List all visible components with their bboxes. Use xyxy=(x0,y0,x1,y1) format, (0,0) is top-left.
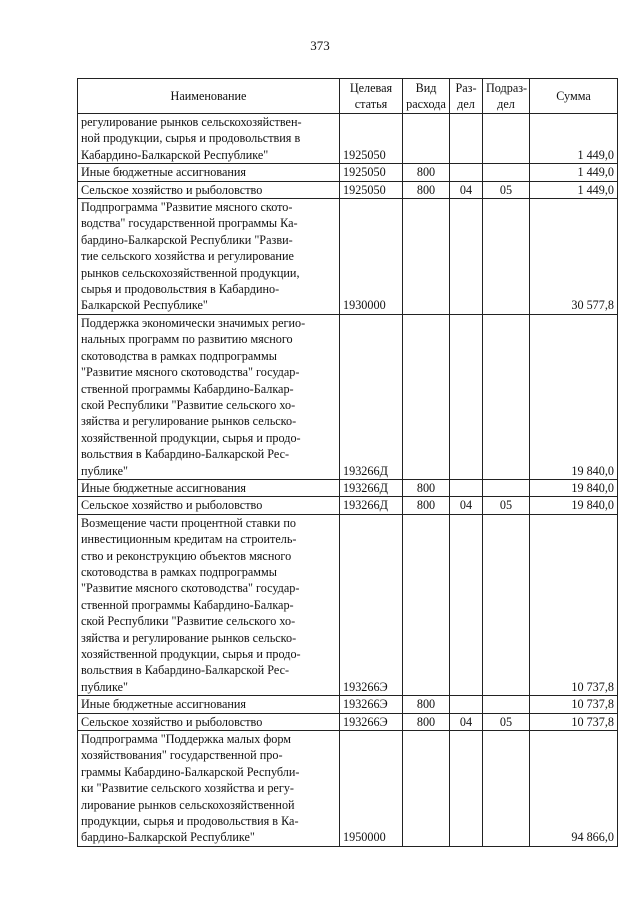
row-subsection: 05 xyxy=(483,181,530,198)
table-row xyxy=(78,514,618,695)
budget-table xyxy=(77,78,618,847)
row-target: 193266Д xyxy=(340,479,403,496)
header-section: Раз- дел xyxy=(450,79,483,114)
row-target: 1930000 xyxy=(340,199,403,315)
row-name: Подпрограмма "Поддержка малых форм хозяйствования" государственной про- граммы Кабардино-Балкарской Республи- ки "Развитие сельского хозяйства и регу- лирование рынков сельскохозяйственной продукции, сырья и продовольствия в Ка- бардино-Балкарской Республике" xyxy=(78,731,340,847)
row-sum: 19 840,0 xyxy=(530,314,618,479)
row-name: Поддержка экономически значимых регио- нальных программ по развитию мясного скотоводства в рамках подпрограммы "Развитие мясного скотоводства" государ- ственной программы Кабардино-Балкар- ской Республики "Развитие сельского хо- зяйства и регулирование рынков сельско- хозяйственной продукции, сырья и продо- вольствия в Кабардино-Балкарской Рес- публике" xyxy=(78,314,340,479)
row-name: Сельское хозяйство и рыболовство xyxy=(78,181,340,198)
row-sum: 10 737,8 xyxy=(530,713,618,730)
table-row xyxy=(78,497,618,514)
row-subsection xyxy=(483,514,530,695)
row-name: Иные бюджетные ассигнования xyxy=(78,164,340,181)
row-subsection xyxy=(483,696,530,713)
row-expense-type: 800 xyxy=(403,181,450,198)
row-sum: 10 737,8 xyxy=(530,696,618,713)
row-section xyxy=(450,479,483,496)
table-row xyxy=(78,696,618,713)
table-row xyxy=(78,199,618,315)
table-row xyxy=(78,479,618,496)
row-section: 04 xyxy=(450,713,483,730)
row-name: Иные бюджетные ассигнования xyxy=(78,696,340,713)
row-section: 04 xyxy=(450,497,483,514)
header-target: Целевая статья xyxy=(340,79,403,114)
table-row xyxy=(78,181,618,198)
header-expense-type: Вид расхода xyxy=(403,79,450,114)
row-name: регулирование рынков сельскохозяйствен- ной продукции, сырья и продовольствия в Кабардино-Балкарской Республике" xyxy=(78,114,340,164)
table-row xyxy=(78,164,618,181)
row-section xyxy=(450,164,483,181)
row-sum: 1 449,0 xyxy=(530,164,618,181)
row-sum: 19 840,0 xyxy=(530,497,618,514)
row-name: Подпрограмма "Развитие мясного ското- водства" государственной программы Ка- бардино-Балкарской Республики "Разви- тие сельского хозяйства и регулирование рынков сельскохозяйственной продукции, сырья и продовольствия в Кабардино- Балкарской Республике" xyxy=(78,199,340,315)
row-target: 193266Э xyxy=(340,514,403,695)
row-sum: 1 449,0 xyxy=(530,114,618,164)
row-sum: 94 866,0 xyxy=(530,731,618,847)
row-target: 193266Э xyxy=(340,713,403,730)
row-name: Сельское хозяйство и рыболовство xyxy=(78,497,340,514)
header-sum: Сумма xyxy=(530,79,618,114)
row-target: 193266Д xyxy=(340,314,403,479)
table-header-row xyxy=(78,79,618,114)
row-expense-type: 800 xyxy=(403,164,450,181)
row-target: 1925050 xyxy=(340,164,403,181)
row-section xyxy=(450,199,483,315)
row-subsection xyxy=(483,731,530,847)
row-expense-type xyxy=(403,114,450,164)
row-section xyxy=(450,114,483,164)
row-subsection: 05 xyxy=(483,497,530,514)
table-row xyxy=(78,731,618,847)
table-row xyxy=(78,114,618,164)
row-name: Сельское хозяйство и рыболовство xyxy=(78,713,340,730)
row-target: 193266Э xyxy=(340,696,403,713)
row-sum: 1 449,0 xyxy=(530,181,618,198)
table-row xyxy=(78,314,618,479)
row-sum: 30 577,8 xyxy=(530,199,618,315)
table-body xyxy=(78,114,618,847)
row-section xyxy=(450,514,483,695)
row-target: 1950000 xyxy=(340,731,403,847)
row-target: 1925050 xyxy=(340,181,403,198)
row-expense-type: 800 xyxy=(403,713,450,730)
row-expense-type xyxy=(403,731,450,847)
row-expense-type xyxy=(403,514,450,695)
header-subsection: Подраз- дел xyxy=(483,79,530,114)
row-section: 04 xyxy=(450,181,483,198)
row-sum: 19 840,0 xyxy=(530,479,618,496)
row-expense-type xyxy=(403,199,450,315)
row-section xyxy=(450,696,483,713)
row-section xyxy=(450,731,483,847)
row-target: 193266Д xyxy=(340,497,403,514)
row-subsection xyxy=(483,314,530,479)
row-target: 1925050 xyxy=(340,114,403,164)
row-expense-type: 800 xyxy=(403,497,450,514)
table-row xyxy=(78,713,618,730)
row-subsection xyxy=(483,114,530,164)
row-name: Иные бюджетные ассигнования xyxy=(78,479,340,496)
page-number: 373 xyxy=(310,38,330,53)
row-subsection xyxy=(483,479,530,496)
row-expense-type: 800 xyxy=(403,696,450,713)
row-subsection xyxy=(483,164,530,181)
header-name: Наименование xyxy=(78,79,340,114)
row-expense-type xyxy=(403,314,450,479)
row-section xyxy=(450,314,483,479)
row-name: Возмещение части процентной ставки по инвестиционным кредитам на строитель- ство и реконструкцию объектов мясного скотоводства в рамках подпрограммы "Развитие мясного скотоводства" государ- ственной программы Кабардино-Балкар- ской Республики "Развитие сельского хо- зяйства и регулирование рынков сельско- хозяйственной продукции, сырья и продо- вольствия в Кабардино-Балкарской Рес- публике" xyxy=(78,514,340,695)
row-sum: 10 737,8 xyxy=(530,514,618,695)
row-subsection: 05 xyxy=(483,713,530,730)
row-subsection xyxy=(483,199,530,315)
row-expense-type: 800 xyxy=(403,479,450,496)
